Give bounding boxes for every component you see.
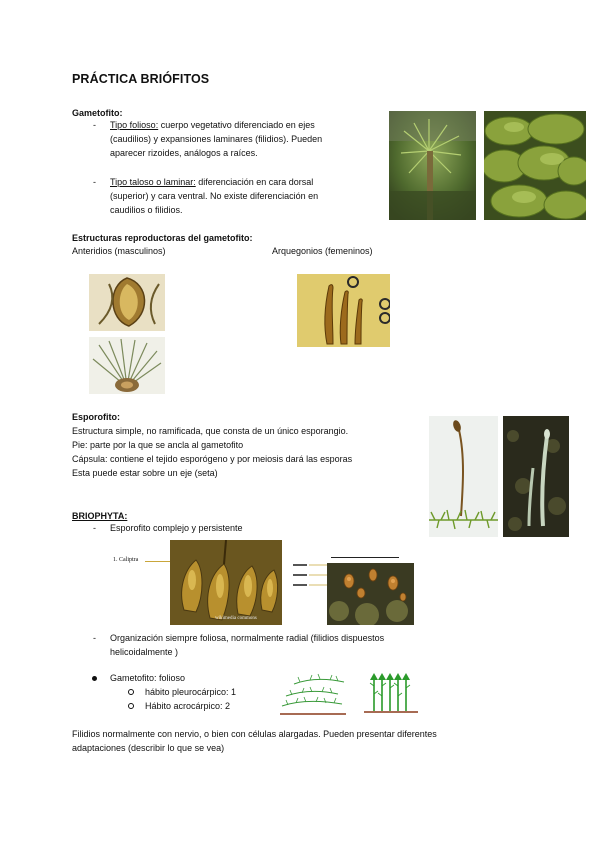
photo-anteridio bbox=[89, 274, 165, 331]
anteridios-label: Anteridios (masculinos) bbox=[72, 246, 166, 256]
esporofito-line-4: Esta puede estar sobre un eje (seta) bbox=[72, 468, 218, 478]
diagram-top-line bbox=[331, 557, 399, 558]
esporofito-heading: Esporofito: bbox=[72, 412, 120, 422]
photo-taloso-liverwort bbox=[484, 111, 586, 220]
photo-caliptra-capsules bbox=[170, 540, 282, 625]
photo-esporofito-dark bbox=[503, 416, 569, 537]
photo-esporofito-seta bbox=[429, 416, 498, 537]
dash-3: - bbox=[93, 523, 96, 533]
page-title: PRÁCTICA BRIÓFITOS bbox=[72, 72, 210, 86]
estructuras-heading: Estructuras reproductoras del gametofito: bbox=[72, 233, 253, 243]
habito-pleurocarpico: hábito pleurocárpico: 1 bbox=[145, 687, 237, 697]
gametofito-item-taloso: Tipo taloso o laminar: diferenciación en cara dorsal (superior) y cara ventral. No existe diferenciación en caudilios o filidios. bbox=[110, 177, 319, 215]
arquegonios-label: Arquegonios (femeninos) bbox=[272, 246, 373, 256]
photo-folioso-moss bbox=[389, 111, 476, 220]
dash-2: - bbox=[93, 177, 96, 187]
photo-capsule-parts bbox=[327, 563, 414, 625]
gametofito-folioso-bullet: Gametofito: folioso bbox=[110, 673, 186, 683]
sub-bullet-1 bbox=[128, 689, 134, 695]
briophyta-item-1: Esporofito complejo y persistente bbox=[110, 523, 243, 533]
capsule-part-labels bbox=[291, 560, 329, 592]
gametofito-heading: Gametofito: bbox=[72, 108, 123, 118]
dash-1: - bbox=[93, 120, 96, 130]
briophyta-heading: BRIOPHYTA: bbox=[72, 511, 128, 521]
acrocarpic-diagram bbox=[364, 672, 418, 714]
filidios-paragraph: Filidios normalmente con nervio, o bien con células alargadas. Pueden presentar diferentes adaptaciones (describir lo que se vea) bbox=[72, 729, 437, 753]
habito-acrocarpico: Hábito acrocárpico: 2 bbox=[145, 701, 231, 711]
caliptra-leader bbox=[145, 561, 170, 562]
esporofito-line-3: Cápsula: contiene el tejido esporógeno y por meiosis dará las esporas bbox=[72, 454, 353, 464]
gametofito-item-folioso: Tipo folioso: cuerpo vegetativo diferenciado en ejes (caudilios) y expansiones laminares (filidios). Pueden aparecer rizoides, análogos a raíces. bbox=[110, 120, 323, 158]
sub-bullet-2 bbox=[128, 703, 134, 709]
briophyta-item-2: Organización siempre foliosa, normalmente radial (filidios dispuestos helicoidalmente ) bbox=[110, 633, 385, 657]
esporofito-line-1: Estructura simple, no ramificada, que consta de un único esporangio. bbox=[72, 426, 349, 436]
bullet-dot bbox=[92, 676, 97, 681]
photo-arquegonio bbox=[297, 274, 390, 347]
esporofito-line-2: Pie: parte por la que se ancla al gametofito bbox=[72, 440, 244, 450]
dash-4: - bbox=[93, 633, 96, 643]
photo-watermark: wikimedia commons bbox=[215, 616, 257, 621]
photo-anteridio-cluster bbox=[89, 337, 165, 394]
pleurocarpic-diagram bbox=[276, 670, 350, 716]
caliptra-label: 1. Caliptra bbox=[113, 557, 139, 563]
